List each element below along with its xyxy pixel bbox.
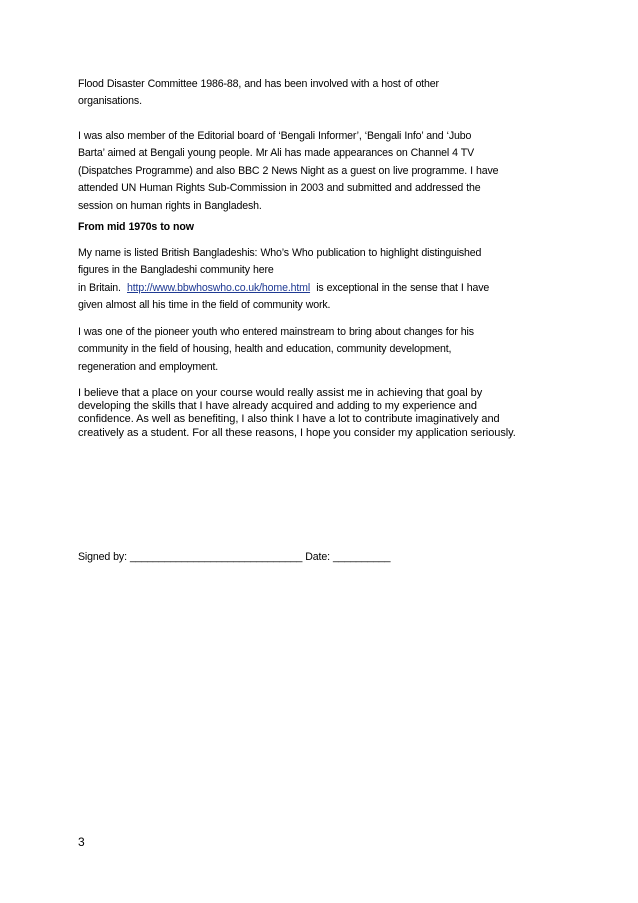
- text-line: community in the field of housing, health and education, community development,: [78, 343, 452, 356]
- text-line: I believe that a place on your course would really assist me in achieving that goal by: [78, 387, 483, 399]
- text-line: developing the skills that I have already acquired and adding to my experience and: [78, 400, 477, 413]
- text-line: I was also member of the Editorial board of ‘Bengali Informer’, ‘Bengali Info’ and ‘Jubo: [78, 130, 472, 142]
- paragraph-editorial-board: [78, 128, 568, 215]
- text-line: [78, 280, 568, 297]
- text-line: My name is listed British Bangladeshis: Who’s Who publication to highlight distinguished: [78, 247, 482, 259]
- text-line: attended UN Human Rights Sub-Commission in 2003 and submitted and addressed the: [78, 182, 481, 195]
- paragraph-pioneer-youth: [78, 324, 568, 376]
- text-line: figures in the Bangladeshi community here: [78, 264, 274, 277]
- signature-text: Signed by: ______________________________ Date: __________: [78, 551, 391, 563]
- text-line: organisations.: [78, 95, 142, 108]
- text-segment: is exceptional in the sense that I have: [310, 281, 490, 294]
- text-line: I was one of the pioneer youth who entered mainstream to bring about changes for his: [78, 326, 474, 338]
- paragraph-course-application: [78, 387, 568, 440]
- text-line: Flood Disaster Committee 1986-88, and has been involved with a host of other: [78, 78, 439, 90]
- page-number: 3: [78, 835, 85, 849]
- bbwhoswho-link[interactable]: http://www.bbwhoswho.co.uk/home.html: [127, 281, 311, 294]
- paragraph-whos-who: [78, 245, 568, 315]
- text-line: (Dispatches Programme) and also BBC 2 News Night as a guest on live programme. I have: [78, 164, 499, 177]
- signature-line: [78, 549, 568, 566]
- text-line: Barta’ aimed at Bengali young people. Mr Ali has made appearances on Channel 4 TV: [78, 147, 475, 160]
- text-line: session on human rights in Bangladesh.: [78, 199, 262, 212]
- paragraph-flood-committee: [78, 76, 568, 111]
- text-segment: in Britain.: [78, 281, 127, 294]
- document-page: [78, 0, 568, 903]
- text-line: regeneration and employment.: [78, 360, 219, 373]
- text-line: creatively as a student. For all these reasons, I hope you consider my application seriously.: [78, 426, 516, 439]
- text-line: confidence. As well as benefiting, I also think I have a lot to contribute imaginatively and: [78, 413, 500, 426]
- section-heading: From mid 1970s to now: [78, 221, 194, 233]
- text-line: given almost all his time in the field of community work.: [78, 299, 331, 312]
